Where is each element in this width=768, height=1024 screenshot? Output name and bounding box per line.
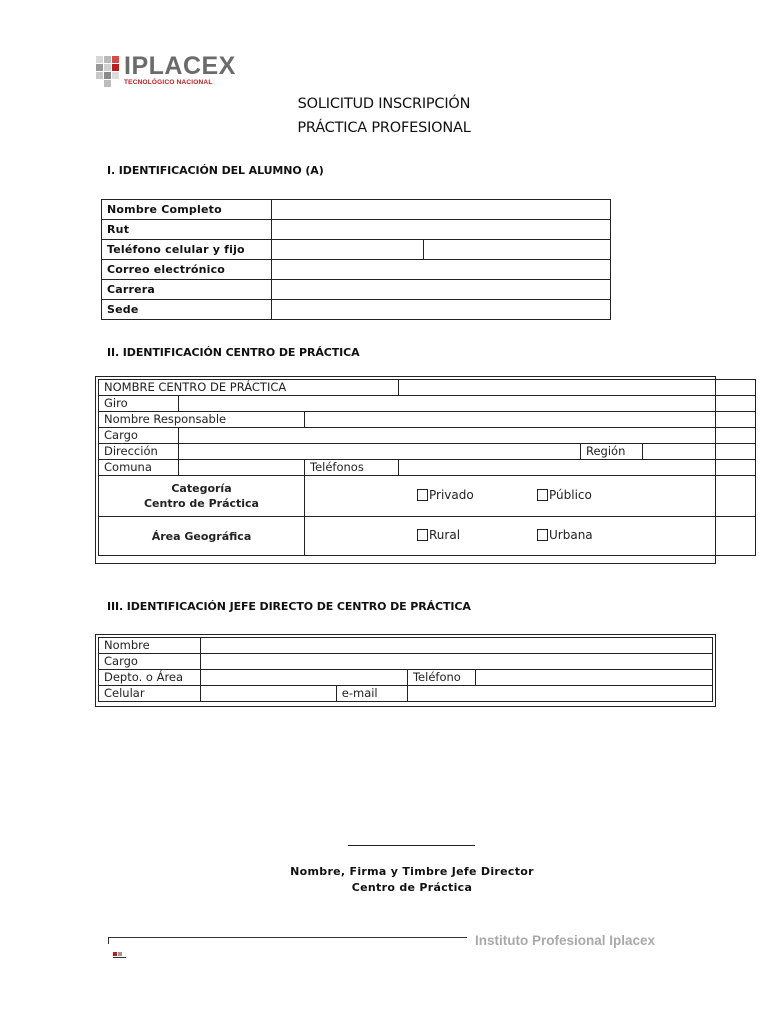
- jefe-telefono-field[interactable]: [476, 670, 713, 686]
- table-row: [102, 240, 611, 260]
- field-label-correo: Correo electrónico: [102, 260, 272, 280]
- field-label-responsable: Nombre Responsable: [99, 412, 305, 428]
- table-row: [99, 444, 756, 460]
- field-label-giro: Giro: [99, 396, 179, 412]
- footer-logo-icon: [113, 944, 126, 952]
- telefono-celular-field[interactable]: [272, 240, 424, 260]
- table-row: [102, 220, 611, 240]
- table-row: [99, 517, 756, 556]
- jefe-table: [98, 637, 713, 702]
- categoria-options-cell: [305, 476, 756, 517]
- field-label-telefono: Teléfono celular y fijo: [102, 240, 272, 260]
- field-label-depto: Depto. o Área: [99, 670, 201, 686]
- responsable-field[interactable]: [305, 412, 756, 428]
- jefe-cargo-field[interactable]: [201, 654, 713, 670]
- table-row: [102, 200, 611, 220]
- rural-option[interactable]: [417, 528, 460, 543]
- field-label-nombre-completo: Nombre Completo: [102, 200, 272, 220]
- section-heading-jefe: III. IDENTIFICACIÓN JEFE DIRECTO DE CENTRO DE PRÁCTICA: [107, 600, 471, 613]
- table-row: [99, 686, 713, 702]
- field-label-carrera: Carrera: [102, 280, 272, 300]
- logo-wordmark: IPLACEX: [124, 52, 236, 80]
- urbana-label: Urbana: [549, 528, 593, 542]
- centro-table: [98, 379, 756, 556]
- centro-table-frame: [95, 376, 716, 564]
- iplacex-logo: [96, 54, 236, 90]
- field-label-sede: Sede: [102, 300, 272, 320]
- field-label-region: Región: [581, 444, 643, 460]
- table-row: [99, 412, 756, 428]
- area-label: Área Geográfica: [99, 517, 305, 556]
- region-field[interactable]: [643, 444, 756, 460]
- field-label-jefe-nombre: Nombre: [99, 638, 201, 654]
- signature-line[interactable]: [348, 845, 475, 846]
- signature-caption: Nombre, Firma y Timbre Jefe Director: [290, 865, 534, 878]
- rut-field[interactable]: [272, 220, 611, 240]
- footer-divider: [108, 937, 467, 944]
- field-label-rut: Rut: [102, 220, 272, 240]
- comuna-field[interactable]: [179, 460, 305, 476]
- publico-option[interactable]: [537, 488, 592, 503]
- field-label-direccion: Dirección: [99, 444, 179, 460]
- table-row: [99, 396, 756, 412]
- student-table: [101, 199, 611, 320]
- nombre-centro-field[interactable]: [399, 380, 756, 396]
- categoria-label-sub: Centro de Práctica: [143, 497, 259, 510]
- document-title-line2: PRÁCTICA PROFESIONAL: [297, 120, 471, 136]
- categoria-label: Categoría: [171, 482, 232, 495]
- field-label-cargo: Cargo: [99, 428, 179, 444]
- field-label-jefe-telefono: Teléfono: [407, 670, 475, 686]
- field-label-celular: Celular: [99, 686, 201, 702]
- rural-label: Rural: [429, 528, 461, 542]
- area-options-cell: [305, 517, 756, 556]
- table-row: [99, 380, 756, 396]
- table-row: [99, 670, 713, 686]
- publico-label: Público: [549, 488, 592, 502]
- direccion-field[interactable]: [179, 444, 581, 460]
- field-label-nombre-centro: NOMBRE CENTRO DE PRÁCTICA: [99, 380, 399, 396]
- telefono-fijo-field[interactable]: [424, 240, 611, 260]
- rural-checkbox[interactable]: [417, 529, 428, 541]
- giro-field[interactable]: [179, 396, 756, 412]
- table-row: [102, 260, 611, 280]
- telefonos-field[interactable]: [399, 460, 756, 476]
- sede-field[interactable]: [272, 300, 611, 320]
- document-title-line1: SOLICITUD INSCRIPCIÓN: [297, 96, 471, 112]
- privado-option[interactable]: [417, 488, 474, 503]
- cargo-field[interactable]: [179, 428, 756, 444]
- publico-checkbox[interactable]: [537, 489, 548, 501]
- urbana-checkbox[interactable]: [537, 529, 548, 541]
- table-row: [99, 460, 756, 476]
- urbana-option[interactable]: [537, 528, 593, 543]
- field-label-comuna: Comuna: [99, 460, 179, 476]
- section-heading-alumno: I. IDENTIFICACIÓN DEL ALUMNO (A): [107, 164, 324, 177]
- field-label-telefonos: Teléfonos: [305, 460, 399, 476]
- carrera-field[interactable]: [272, 280, 611, 300]
- footer-institution: Instituto Profesional Iplacex: [475, 933, 656, 948]
- nombre-completo-field[interactable]: [272, 200, 611, 220]
- table-row: [99, 476, 756, 517]
- table-row: [102, 280, 611, 300]
- table-row: [102, 300, 611, 320]
- table-row: [99, 654, 713, 670]
- privado-checkbox[interactable]: [417, 489, 428, 501]
- table-row: [99, 428, 756, 444]
- privado-label: Privado: [429, 488, 474, 502]
- jefe-nombre-field[interactable]: [201, 638, 713, 654]
- logo-squares-icon: [96, 56, 120, 86]
- email-field[interactable]: [407, 686, 712, 702]
- table-row: [99, 638, 713, 654]
- celular-field[interactable]: [201, 686, 336, 702]
- correo-field[interactable]: [272, 260, 611, 280]
- jefe-table-frame: [95, 634, 716, 707]
- section-heading-centro: II. IDENTIFICACIÓN CENTRO DE PRÁCTICA: [107, 346, 360, 359]
- logo-tagline: TECNOLÓGICO NACIONAL: [124, 79, 213, 86]
- field-label-jefe-cargo: Cargo: [99, 654, 201, 670]
- depto-field[interactable]: [201, 670, 408, 686]
- field-label-email: e-mail: [336, 686, 407, 702]
- signature-caption-sub: Centro de Práctica: [351, 881, 473, 894]
- categoria-label-cell: [99, 476, 305, 517]
